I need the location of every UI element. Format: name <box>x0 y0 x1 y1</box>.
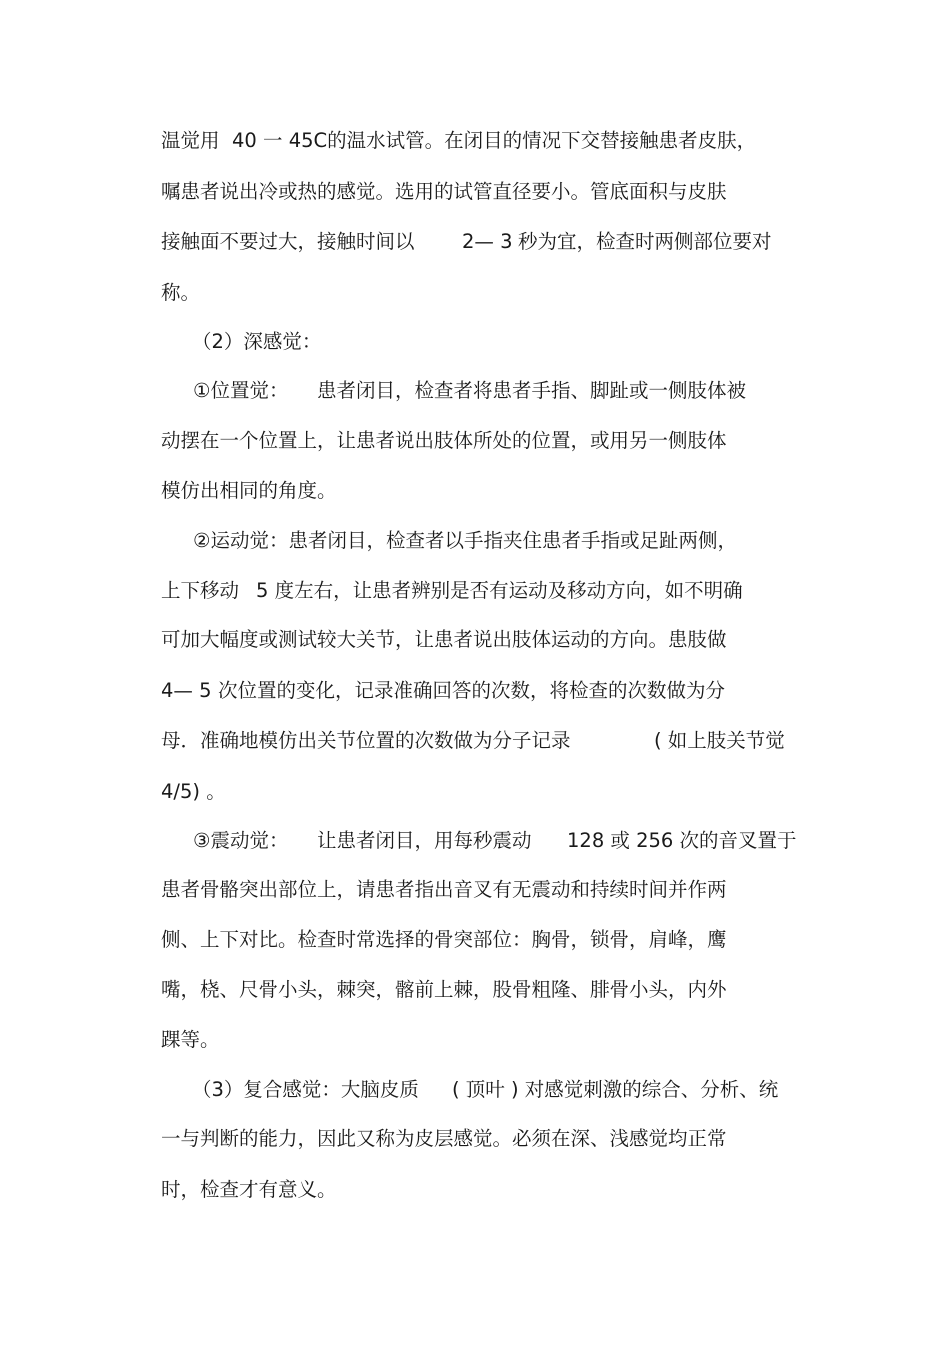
text-segment: 上下移动 <box>161 579 240 602</box>
text-line-1 <box>0 126 757 156</box>
text-line-14 <box>0 777 226 807</box>
text-segment: 4/5) 。 <box>161 780 226 803</box>
text-line-18 <box>0 975 727 1005</box>
text-segment: ②运动觉：患者闭目，检查者以手指夹住患者手指或足趾两侧， <box>193 529 737 552</box>
text-line-19 <box>0 1025 220 1055</box>
text-line-11 <box>0 625 727 655</box>
text-segment: 动摆在一个位置上，让患者说出肢体所处的位置，或用另一侧肢体 <box>161 429 727 452</box>
text-segment: 嘴，桡、尺骨小头，棘突，髂前上棘，股骨粗隆、腓骨小头，内外 <box>161 978 727 1001</box>
text-line-16 <box>0 875 727 905</box>
text-segment: 患者闭目，检查者将患者手指、脚趾或一侧肢体被 <box>317 379 747 402</box>
text-segment: 秒为宜，检查时两侧部位要对 <box>518 230 772 253</box>
text-segment: ①位置觉： <box>193 379 289 402</box>
text-segment: 侧、上下对比。检查时常选择的骨突部位：胸骨，锁骨，肩峰，鹰 <box>161 928 727 951</box>
text-segment: 温觉用 <box>161 129 220 152</box>
text-segment: 一与判断的能力，因此又称为皮层感觉。必须在深、浅感觉均正常 <box>161 1127 727 1150</box>
text-segment: （3）复合感觉：大脑皮质 <box>192 1078 419 1101</box>
text-segment: 踝等。 <box>161 1028 220 1051</box>
text-segment: 40 一 45C的温水试管。在闭目的情况下交替接触患者皮肤， <box>232 129 757 152</box>
text-segment: ( 如上肢关节觉 <box>654 729 785 752</box>
text-line-22 <box>0 1175 337 1205</box>
section-heading-deep-sensation <box>0 327 322 357</box>
text-segment: 让患者闭目，用每秒震动 <box>317 829 532 852</box>
text-segment: 4— 5 <box>161 679 212 702</box>
text-line-3 <box>0 227 772 257</box>
text-segment: 次位置的变化，记录准确回答的次数，将检查的次数做为分 <box>218 679 726 702</box>
text-segment: 模仿出相同的角度。 <box>161 479 337 502</box>
text-line-8 <box>0 476 337 506</box>
text-line-13 <box>0 726 785 756</box>
text-segment: 可加大幅度或测试较大关节，让患者说出肢体运动的方向。患肢做 <box>161 628 727 651</box>
text-line-6 <box>0 376 747 406</box>
text-segment: 称。 <box>161 281 201 304</box>
text-segment: 接触面不要过大，接触时间以 <box>161 230 415 253</box>
text-segment: 嘱患者说出冷或热的感觉。选用的试管直径要小。管底面积与皮肤 <box>161 180 727 203</box>
text-segment: （2）深感觉： <box>192 330 322 353</box>
text-segment: ③震动觉： <box>193 829 289 852</box>
text-segment: 2— 3 <box>462 230 513 253</box>
text-line-7 <box>0 426 727 456</box>
text-line-15 <box>0 826 797 856</box>
text-line-10 <box>0 576 743 606</box>
text-segment: 时，检查才有意义。 <box>161 1178 337 1201</box>
text-line-12 <box>0 676 726 706</box>
text-line-4 <box>0 278 201 308</box>
text-line-20 <box>0 1075 779 1105</box>
text-segment: 患者骨骼突出部位上，请患者指出音叉有无震动和持续时间并作两 <box>161 878 727 901</box>
text-segment: 母．准确地模仿出关节位置的次数做为分子记录 <box>161 729 571 752</box>
text-line-17 <box>0 925 727 955</box>
text-segment: ( 顶叶 ) 对感觉刺激的综合、分析、统 <box>452 1078 779 1101</box>
text-segment: 128 或 256 次的音叉置于 <box>567 829 797 852</box>
text-line-9 <box>0 526 737 556</box>
text-line-2 <box>0 177 727 207</box>
text-segment: 5 度左右，让患者辨别是否有运动及移动方向，如不明确 <box>256 579 743 602</box>
text-line-21 <box>0 1124 727 1154</box>
